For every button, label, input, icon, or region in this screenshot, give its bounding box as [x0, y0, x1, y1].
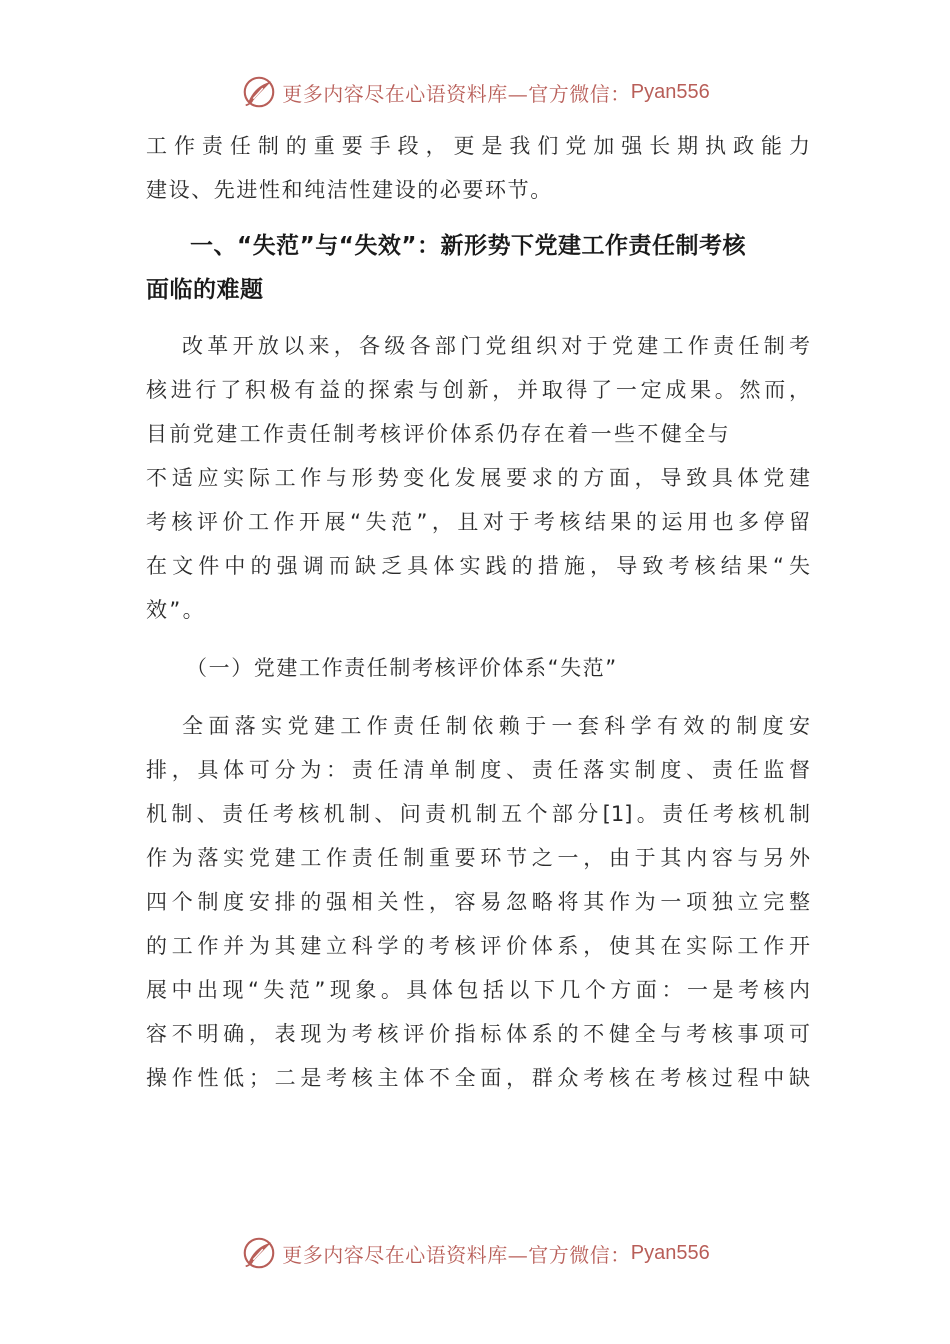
body-line: 工作责任制的重要手段，更是我们党加强长期执政能力	[146, 134, 810, 158]
body-line: 不适应实际工作与形势变化发展要求的方面，导致具体党建	[146, 466, 810, 490]
body-line: 改革开放以来，各级各部门党组织对于党建工作责任制考	[182, 334, 810, 358]
body-line: 作为落实党建工作责任制重要环节之一，由于其内容与另外	[146, 846, 810, 870]
body-line: 排，具体可分为：责任清单制度、责任落实制度、责任监督	[146, 758, 810, 782]
body-line: 机制、责任考核机制、问责机制五个部分[1]。责任考核机制	[146, 802, 810, 826]
watermark-wechat-id: Pyan556	[630, 80, 710, 103]
body-line: 的工作并为其建立科学的考核评价体系，使其在实际工作开	[146, 934, 810, 958]
body-line: 核进行了积极有益的探索与创新，并取得了一定成果。然而，	[146, 378, 810, 402]
watermark-wechat-id: Pyan556	[630, 1241, 710, 1264]
body-line: 四个制度安排的强相关性，容易忽略将其作为一项独立完整	[146, 890, 810, 914]
watermark-footer	[0, 1231, 950, 1275]
watermark-text: 更多内容尽在心语资料库—官方微信：	[282, 81, 631, 106]
watermark-text: 更多内容尽在心语资料库—官方微信：	[282, 1242, 631, 1267]
body-line: 建设、先进性和纯洁性建设的必要环节。	[146, 178, 553, 202]
body-line: 全面落实党建工作责任制依赖于一套科学有效的制度安	[182, 714, 810, 738]
body-line: 目前党建工作责任制考核评价体系仍存在着一些不健全与	[146, 422, 731, 446]
body-line: 容不明确，表现为考核评价指标体系的不健全与考核事项可	[146, 1022, 810, 1046]
subsection-heading: （一）党建工作责任制考核评价体系“失范”	[186, 656, 618, 680]
body-line: 在文件中的强调而缺乏具体实践的措施，导致考核结果“失	[146, 554, 810, 578]
brand-logo-icon	[240, 1234, 278, 1272]
brand-logo-icon	[240, 73, 278, 111]
section-heading-cont: 面临的难题	[146, 277, 264, 303]
body-line: 考核评价工作开展“失范”，且对于考核结果的运用也多停留	[146, 510, 810, 534]
watermark-header	[0, 70, 950, 114]
section-heading: 一、“失范”与“失效”：新形势下党建工作责任制考核	[190, 233, 746, 259]
body-line: 展中出现“失范”现象。具体包括以下几个方面：一是考核内	[146, 978, 810, 1002]
body-line: 操作性低；二是考核主体不全面，群众考核在考核过程中缺	[146, 1066, 810, 1090]
document-body	[146, 124, 810, 1100]
body-line: 效”。	[146, 598, 207, 622]
